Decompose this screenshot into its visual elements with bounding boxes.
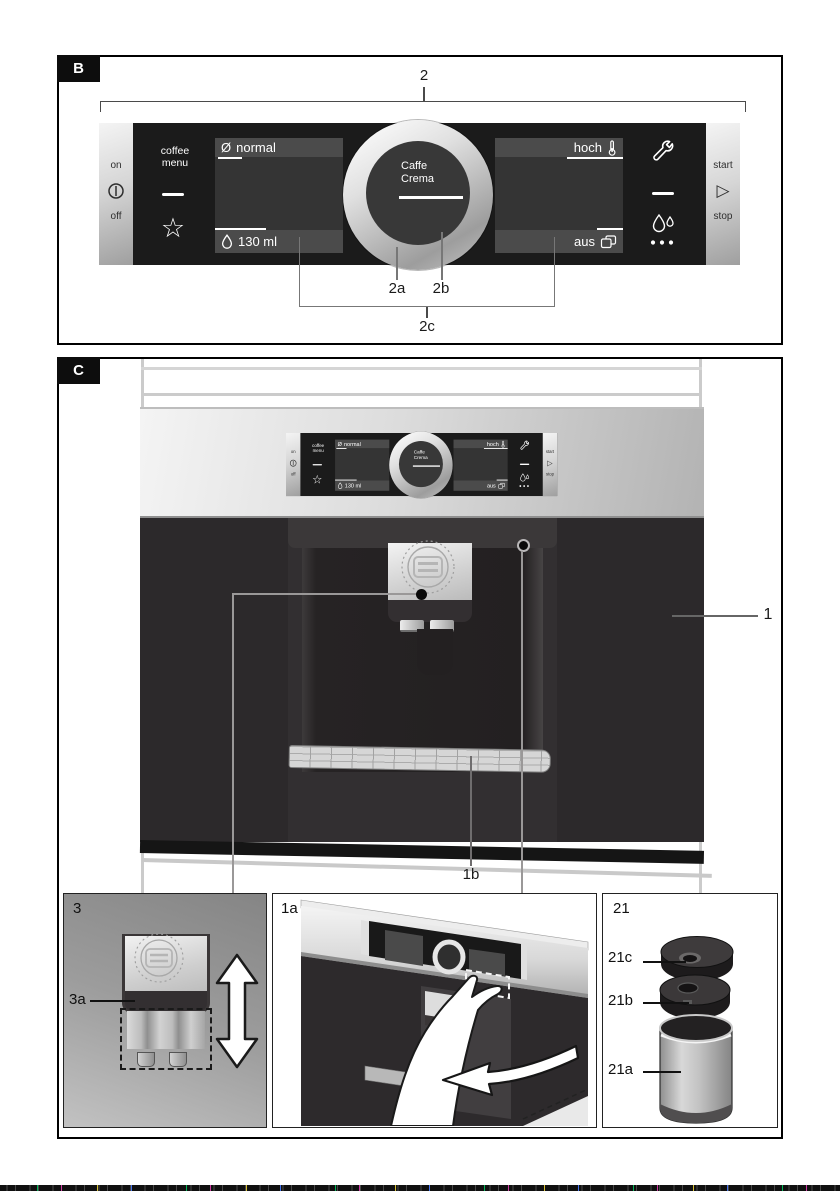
- bosch-logo: [399, 538, 457, 596]
- mini-control-panel: [286, 433, 557, 496]
- temperature-value: hoch: [573, 140, 602, 155]
- callout-3: 3: [73, 900, 82, 917]
- callout-21: 21: [613, 900, 630, 917]
- callout-1: 1: [763, 606, 773, 623]
- scan-noise-strip: [0, 1185, 840, 1191]
- callout-2c-bracket: [299, 237, 555, 307]
- rotary-dial: Caffe Crema: [389, 432, 452, 499]
- right-display: hoch aus: [454, 440, 508, 491]
- callout-21b: 21b: [608, 992, 634, 1009]
- milk-container-illustration: [603, 894, 776, 1126]
- detail-panel-1a: [272, 893, 597, 1128]
- double-cup-icon: [498, 483, 505, 489]
- wrench-icon: [519, 440, 530, 452]
- on-label: on: [110, 160, 122, 171]
- temperature-field: [495, 138, 623, 157]
- water-drop-icon: [221, 234, 233, 249]
- callout-3a: 3a: [69, 991, 86, 1008]
- favorites-star-icon: ☆: [160, 213, 186, 243]
- callout-3-line-h: [232, 593, 422, 595]
- detail-panel-21: [602, 893, 778, 1128]
- nozzle-tip-left: [137, 1052, 155, 1067]
- service-dash: [652, 192, 674, 195]
- cups-value: aus: [574, 234, 595, 249]
- beverage-name: Caffe Crema: [401, 160, 435, 185]
- bean-strength-icon: Ø: [337, 440, 342, 448]
- off-label: off: [110, 211, 122, 222]
- callout-2c: 2c: [419, 318, 435, 335]
- menu-dash: [162, 193, 184, 196]
- callout-1b: 1b: [462, 866, 480, 883]
- section-label-c: C: [57, 357, 100, 384]
- outlet-chute: [417, 629, 453, 675]
- strength-value: normal: [236, 140, 276, 155]
- left-display: [215, 138, 343, 253]
- thermometer-icon: [607, 140, 617, 156]
- outlet-travel-dashed: [120, 1008, 212, 1070]
- detail-panel-3: [63, 893, 267, 1128]
- cabinet-line-top2: [141, 393, 702, 396]
- callout-21c-line: [643, 961, 686, 963]
- section-label-b: B: [57, 55, 100, 82]
- start-label: start: [713, 160, 733, 171]
- volume-value: 130 ml: [238, 234, 278, 249]
- callout-1a: 1a: [281, 900, 298, 917]
- callout-1-line: [672, 615, 758, 617]
- water-drop-icon: [338, 482, 343, 489]
- beverage-underline: [399, 196, 463, 199]
- bean-strength-icon: Ø: [221, 140, 232, 155]
- callout-21a: 21a: [608, 1061, 634, 1078]
- power-icon: [289, 459, 297, 467]
- double-cup-icon: [600, 235, 617, 249]
- power-key: on off: [286, 433, 300, 496]
- callout-2a: 2a: [388, 280, 406, 297]
- strength-field: [215, 138, 343, 157]
- milk-clean-icon: [518, 473, 531, 489]
- callout-2b: 2b: [432, 280, 450, 297]
- cabinet-line-top1: [141, 367, 702, 370]
- power-key: [99, 123, 133, 265]
- wrench-icon: [650, 139, 676, 165]
- callout-21c: 21c: [608, 949, 633, 966]
- coffee-menu-label: coffee menu: [312, 442, 325, 454]
- up-down-arrow-icon: [214, 952, 260, 1070]
- right-display: [495, 138, 623, 253]
- outlet-lower-band: [388, 600, 472, 622]
- callout-3-line-v: [232, 593, 234, 893]
- callout-2-bracket: [100, 101, 746, 112]
- callout-2: 2: [419, 67, 429, 84]
- coffee-menu-label: coffee menu: [160, 145, 190, 169]
- callout-21b-line: [643, 1002, 689, 1004]
- nozzle-tip-right: [169, 1052, 187, 1067]
- power-icon: [107, 182, 125, 200]
- door-callout-dot: [517, 539, 530, 552]
- strength-underline: [218, 157, 242, 159]
- start-stop-key: start ▷ stop: [543, 433, 557, 496]
- left-display: Ø normal 130 ml: [335, 440, 389, 491]
- dial-display: [366, 141, 470, 245]
- callout-1b-line: [470, 756, 472, 866]
- play-icon: ▷: [547, 458, 553, 468]
- milk-clean-icon: [648, 213, 678, 248]
- stop-label: stop: [713, 211, 733, 222]
- thermometer-icon: [501, 440, 505, 447]
- callout-1a-line: [521, 551, 523, 893]
- outlet-callout-dot: [416, 589, 427, 600]
- drip-tray: [289, 745, 551, 773]
- callout-2-tick: [423, 87, 425, 101]
- start-stop-key: [706, 123, 740, 265]
- temperature-underline: [567, 157, 623, 159]
- callout-3a-line: [90, 1000, 135, 1002]
- mini-control-panel-wrap: [286, 433, 557, 496]
- bosch-logo: [133, 932, 185, 984]
- play-icon: ▷: [716, 181, 730, 200]
- door-open-illustration: [273, 894, 595, 1126]
- favorites-star-icon: ☆: [312, 472, 323, 487]
- callout-2c-tick: [426, 307, 428, 318]
- callout-21a-line: [643, 1071, 681, 1073]
